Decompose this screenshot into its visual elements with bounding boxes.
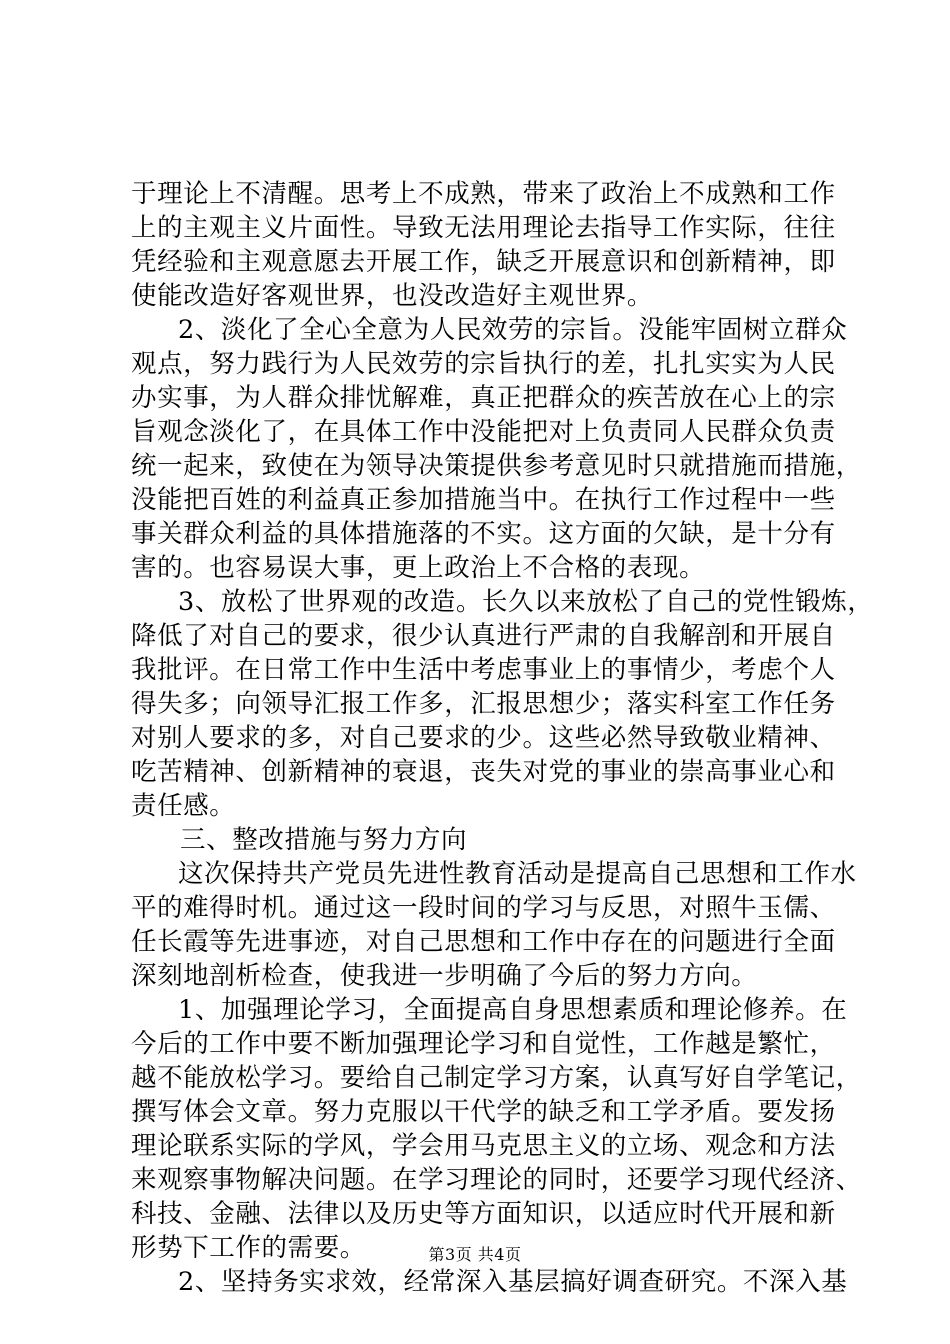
body-text-line: 吃苦精神、创新精神的衰退，丧失对党的事业的崇高事业心和 <box>131 757 836 787</box>
body-text-line: 责任感。 <box>131 791 236 821</box>
body-text-line: 越不能放松学习。要给自己制定学习方案，认真写好自学笔记， <box>131 1063 862 1093</box>
body-text-line: 对别人要求的多，对自己要求的少。这些必然导致敬业精神、 <box>131 723 836 753</box>
body-text-line: 撰写体会文章。努力克服以干代学的缺乏和工学矛盾。要发扬 <box>131 1097 836 1127</box>
section-heading: 三、整改措施与努力方向 <box>180 825 468 855</box>
paragraph-start-line: 2、坚持务实求效，经常深入基层搞好调查研究。不深入基 <box>178 1267 848 1297</box>
body-text-line: 深刻地剖析检查，使我进一步明确了今后的努力方向。 <box>131 961 758 991</box>
body-text-line: 旨观念淡化了，在具体工作中没能把对上负责同人民群众负责 <box>131 417 836 447</box>
body-text-line: 观点，努力践行为人民效劳的宗旨执行的差，扎扎实实为人民 <box>131 349 836 379</box>
body-text-line: 得失多；向领导汇报工作多，汇报思想少；落实科室工作任务 <box>131 689 836 719</box>
body-text-line: 降低了对自己的要求，很少认真进行严肃的自我解剖和开展自 <box>131 621 836 651</box>
body-text-line: 使能改造好客观世界，也没改造好主观世界。 <box>131 281 654 311</box>
paragraph-start-line: 1、加强理论学习，全面提高自身思想素质和理论修养。在 <box>178 995 848 1025</box>
body-text-line: 任长霞等先进事迹，对自己思想和工作中存在的问题进行全面 <box>131 927 836 957</box>
paragraph-start-line: 这次保持共产党员先进性教育活动是提高自己思想和工作水 <box>178 859 857 889</box>
body-text-line: 来观察事物解决问题。在学习理论的同时，还要学习现代经济、 <box>131 1165 862 1195</box>
body-text-line: 办实事，为人群众排忧解难，真正把群众的疾苦放在心上的宗 <box>131 383 836 413</box>
body-text-line: 形势下工作的需要。 <box>131 1233 366 1263</box>
body-text-line: 理论联系实际的学风，学会用马克思主义的立场、观念和方法 <box>131 1131 836 1161</box>
body-text-line: 我批评。在日常工作中生活中考虑事业上的事情少，考虑个人 <box>131 655 836 685</box>
body-text-line: 上的主观主义片面性。导致无法用理论去指导工作实际，往往 <box>131 213 836 243</box>
body-text-line: 科技、金融、法律以及历史等方面知识，以适应时代开展和新 <box>131 1199 836 1229</box>
body-text-line: 害的。也容易误大事，更上政治上不合格的表现。 <box>131 553 706 583</box>
page-number-footer: 第3页 共4页 <box>428 1245 522 1264</box>
body-text-line: 于理论上不清醒。思考上不成熟，带来了政治上不成熟和工作 <box>131 179 836 209</box>
body-text-line: 凭经验和主观意愿去开展工作，缺乏开展意识和创新精神，即 <box>131 247 836 277</box>
body-text-line: 没能把百姓的利益真正参加措施当中。在执行工作过程中一些 <box>131 485 836 515</box>
paragraph-start-line: 2、淡化了全心全意为人民效劳的宗旨。没能牢固树立群众 <box>178 315 848 345</box>
paragraph-start-line: 3、放松了世界观的改造。长久以来放松了自己的党性锻炼， <box>178 587 874 617</box>
body-text-line: 统一起来，致使在为领导决策提供参考意见时只就措施而措施， <box>131 451 862 481</box>
body-text-line: 平的难得时机。通过这一段时间的学习与反思，对照牛玉儒、 <box>131 893 836 923</box>
body-text-line: 事关群众利益的具体措施落的不实。这方面的欠缺，是十分有 <box>131 519 836 549</box>
body-text-line: 今后的工作中要不断加强理论学习和自觉性，工作越是繁忙， <box>131 1029 836 1059</box>
